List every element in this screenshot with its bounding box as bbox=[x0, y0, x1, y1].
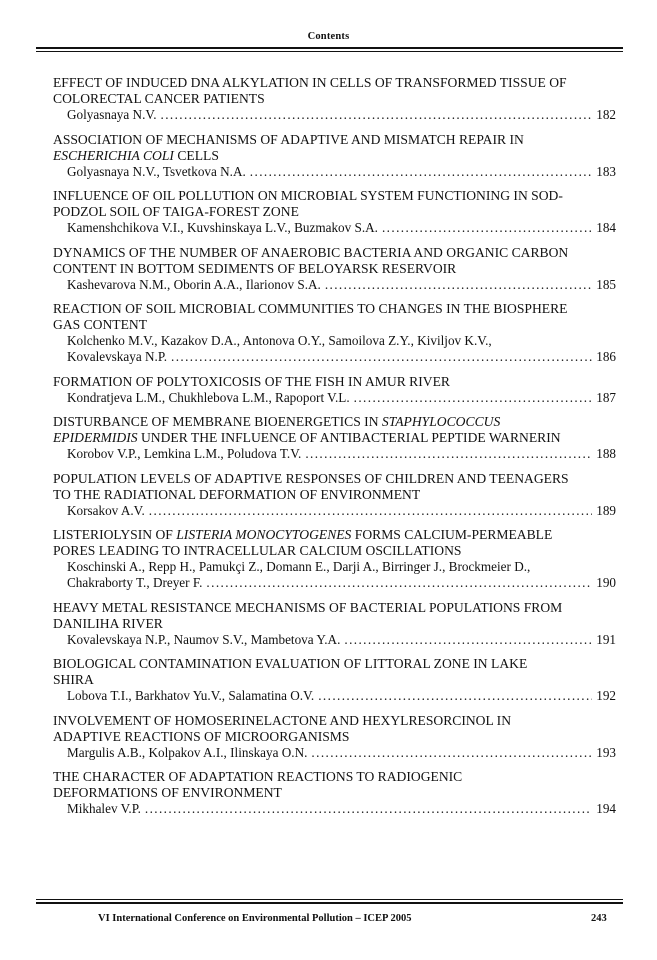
toc-entry-page-number: 182 bbox=[596, 107, 616, 122]
footer-conference: VI International Conference on Environmental Pollution – ICEP 2005 bbox=[98, 913, 412, 924]
dot-leader bbox=[311, 745, 592, 761]
toc-entry-title-line: DISTURBANCE OF MEMBRANE BIOENERGETICS IN STAPHYLOCOCCUS bbox=[53, 414, 501, 429]
toc-entry-last-line bbox=[53, 220, 616, 236]
toc-entry-title-line: GAS CONTENT bbox=[53, 317, 148, 332]
dot-leader bbox=[171, 349, 592, 365]
toc-entry bbox=[53, 471, 616, 519]
toc-entry-title-line: SHIRA bbox=[53, 672, 94, 687]
toc-entry bbox=[53, 374, 616, 406]
dot-leader bbox=[382, 220, 592, 236]
toc-entry bbox=[53, 414, 616, 462]
dot-leader bbox=[145, 801, 592, 817]
toc-entry-title-line: EFFECT OF INDUCED DNA ALKYLATION IN CELLS OF TRANSFORMED TISSUE OF bbox=[53, 75, 567, 90]
toc-entry-authors: Kovalevskaya N.P. bbox=[67, 349, 167, 364]
toc-entry bbox=[53, 656, 616, 704]
footer-rule-thin bbox=[36, 899, 623, 900]
toc-entry-title-line: ADAPTIVE REACTIONS OF MICROORGANISMS bbox=[53, 728, 350, 744]
toc-entry-last-line bbox=[53, 632, 616, 648]
header-rule-thick bbox=[36, 47, 623, 49]
toc-entry-title-line: ESCHERICHIA COLI CELLS bbox=[53, 147, 219, 163]
toc-entry-last-line bbox=[53, 503, 616, 519]
toc-entry-title-line: DYNAMICS OF THE NUMBER OF ANAEROBIC BACTERIA AND ORGANIC CARBON bbox=[53, 244, 569, 260]
dot-leader bbox=[305, 446, 592, 462]
toc-entry-last-line bbox=[53, 107, 616, 123]
toc-entry-title-line: ASSOCIATION OF MECHANISMS OF ADAPTIVE AND MISMATCH REPAIR IN bbox=[53, 131, 524, 147]
toc-entry-page-number: 192 bbox=[596, 688, 616, 703]
toc-entry-title-line: COLORECTAL CANCER PATIENTS bbox=[53, 91, 265, 106]
dot-leader bbox=[206, 575, 592, 591]
footer-page-number: 243 bbox=[591, 913, 607, 924]
toc-entry-title-line: REACTION OF SOIL MICROBIAL COMMUNITIES TO CHANGES IN THE BIOSPHERE bbox=[53, 301, 568, 316]
toc-entry bbox=[53, 188, 616, 236]
toc-entry bbox=[53, 132, 616, 180]
toc-entry-authors: Chakraborty T., Dreyer F. bbox=[67, 575, 203, 590]
toc-entry-last-line bbox=[53, 688, 616, 704]
toc-entry-title-line: DANILIHA RIVER bbox=[53, 615, 163, 631]
toc-entry-last-line bbox=[53, 446, 616, 462]
dot-leader bbox=[344, 632, 592, 648]
toc-entry-authors: Kovalevskaya N.P., Naumov S.V., Mambetova Y.A. bbox=[67, 631, 341, 647]
toc-entry-authors: Lobova T.I., Barkhatov Yu.V., Salamatina O.V. bbox=[67, 688, 315, 703]
toc-entry-authors: Kashevarova N.M., Oborin A.A., Ilarionov S.A. bbox=[67, 276, 321, 292]
table-of-contents bbox=[53, 75, 616, 826]
toc-entry-last-line bbox=[53, 277, 616, 293]
toc-entry-page-number: 183 bbox=[596, 163, 616, 179]
dot-leader bbox=[325, 277, 592, 293]
toc-entry-page-number: 194 bbox=[596, 801, 616, 816]
toc-entry-title-line: PODZOL SOIL OF TAIGA-FOREST ZONE bbox=[53, 204, 299, 219]
dot-leader bbox=[354, 390, 593, 406]
toc-entry bbox=[53, 769, 616, 817]
toc-entry-last-line bbox=[53, 390, 616, 406]
toc-entry-title-line: THE CHARACTER OF ADAPTATION REACTIONS TO RADIOGENIC bbox=[53, 769, 463, 784]
toc-entry-title-line: BIOLOGICAL CONTAMINATION EVALUATION OF LITTORAL ZONE IN LAKE bbox=[53, 656, 528, 671]
dot-leader bbox=[318, 688, 592, 704]
toc-entry bbox=[53, 527, 616, 591]
toc-entry-page-number: 190 bbox=[596, 575, 616, 590]
dot-leader bbox=[161, 107, 593, 123]
toc-entry-title-line: LISTERIOLYSIN OF LISTERIA MONOCYTOGENES FORMS CALCIUM-PERMEABLE bbox=[53, 527, 553, 542]
toc-entry-authors: Golyasnaya N.V. bbox=[67, 107, 157, 122]
toc-entry-title-line: POPULATION LEVELS OF ADAPTIVE RESPONSES OF CHILDREN AND TEENAGERS bbox=[53, 470, 569, 486]
toc-entry-page-number: 188 bbox=[596, 446, 616, 461]
toc-entry bbox=[53, 245, 616, 293]
toc-entry-authors: Kamenshchikova V.I., Kuvshinskaya L.V., Buzmakov S.A. bbox=[67, 220, 378, 235]
toc-entry-authors: Mikhalev V.P. bbox=[67, 801, 141, 816]
toc-entry-authors: Korsakov A.V. bbox=[67, 502, 145, 518]
toc-entry-authors: Margulis A.B., Kolpakov A.I., Ilinskaya O.N. bbox=[67, 744, 308, 760]
toc-entry bbox=[53, 600, 616, 648]
toc-entry-page-number: 185 bbox=[596, 276, 616, 292]
toc-entry-page-number: 191 bbox=[596, 631, 616, 647]
dot-leader bbox=[149, 503, 592, 519]
toc-entry-title-line: CONTENT IN BOTTOM SEDIMENTS OF BELOYARSK RESERVOIR bbox=[53, 260, 457, 276]
toc-entry-authors: Koschinski A., Repp H., Pamukçi Z., Domann E., Darji A., Birringer J., Brockmeier D., bbox=[67, 559, 531, 574]
toc-entry-page-number: 184 bbox=[596, 220, 616, 235]
toc-entry-authors: Kondratjeva L.M., Chukhlebova L.M., Rapoport V.L. bbox=[67, 389, 350, 405]
toc-entry-title-line: INFLUENCE OF OIL POLLUTION ON MICROBIAL SYSTEM FUNCTIONING IN SOD- bbox=[53, 188, 563, 203]
header-rule-thin bbox=[36, 51, 623, 52]
toc-entry-authors: Kolchenko M.V., Kazakov D.A., Antonova O.Y., Samoilova Z.Y., Kiviljov K.V., bbox=[67, 333, 492, 348]
toc-entry-last-line bbox=[53, 575, 616, 591]
toc-entry bbox=[53, 75, 616, 123]
toc-entry-title-line: TO THE RADIATIONAL DEFORMATION OF ENVIRONMENT bbox=[53, 486, 421, 502]
toc-entry-page-number: 186 bbox=[596, 349, 616, 364]
toc-entry-last-line bbox=[53, 349, 616, 365]
page-header-title: Contents bbox=[307, 31, 350, 42]
toc-entry-title-line: HEAVY METAL RESISTANCE MECHANISMS OF BACTERIAL POPULATIONS FROM bbox=[53, 599, 563, 615]
toc-entry-authors: Korobov V.P., Lemkina L.M., Poludova T.V. bbox=[67, 446, 302, 461]
toc-entry-authors: Golyasnaya N.V., Tsvetkova N.A. bbox=[67, 163, 246, 179]
toc-entry-title-line: DEFORMATIONS OF ENVIRONMENT bbox=[53, 785, 282, 800]
toc-entry bbox=[53, 713, 616, 761]
toc-entry-title-line: PORES LEADING TO INTRACELLULAR CALCIUM OSCILLATIONS bbox=[53, 543, 462, 558]
toc-entry-page-number: 189 bbox=[596, 502, 616, 518]
toc-entry bbox=[53, 301, 616, 365]
toc-entry-last-line bbox=[53, 801, 616, 817]
toc-entry-page-number: 187 bbox=[596, 389, 616, 405]
dot-leader bbox=[250, 164, 592, 180]
toc-entry-last-line bbox=[53, 745, 616, 761]
toc-entry-title-line: INVOLVEMENT OF HOMOSERINELACTONE AND HEXYLRESORCINOL IN bbox=[53, 712, 512, 728]
toc-entry-title-line: EPIDERMIDIS UNDER THE INFLUENCE OF ANTIBACTERIAL PEPTIDE WARNERIN bbox=[53, 430, 561, 445]
footer-rule-thick bbox=[36, 902, 623, 904]
toc-entry-page-number: 193 bbox=[596, 744, 616, 760]
toc-entry-title-line: FORMATION OF POLYTOXICOSIS OF THE FISH IN AMUR RIVER bbox=[53, 373, 450, 389]
toc-entry-last-line bbox=[53, 164, 616, 180]
